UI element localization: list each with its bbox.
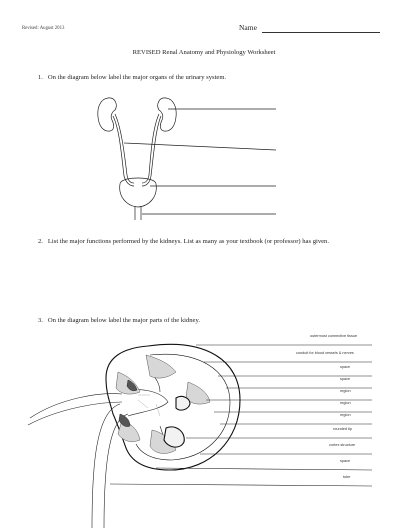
label-line-2 (124, 143, 276, 150)
renal-pyramid-4 (118, 420, 140, 442)
kidney-label-cortex-structure: cortex structure (329, 443, 356, 447)
question-1-number: 1. (38, 74, 43, 81)
urethra (135, 206, 141, 220)
kidney-label-region-2: region (340, 401, 351, 405)
renal-capsule (106, 344, 240, 470)
renal-vessels (28, 394, 122, 425)
question-3 (38, 316, 200, 325)
ureter (92, 404, 128, 528)
kidney-label-lines (110, 345, 372, 486)
name-field-line[interactable] (262, 32, 380, 33)
renal-column-dark-2 (119, 414, 130, 427)
kidney-label-region-3: region (340, 413, 351, 417)
renal-pyramid-5 (150, 430, 176, 453)
major-calyx (150, 372, 166, 444)
kidney-label-outermost-connective-tissue: outermost connective tissue (310, 334, 358, 338)
revision-date: Revised: August 2013 (22, 26, 65, 31)
question-2-number: 2. (38, 238, 43, 245)
right-ureter (142, 116, 161, 186)
minor-calyx-1 (176, 396, 190, 410)
renal-column-dark-1 (127, 380, 137, 391)
question-3-number: 3. (38, 317, 43, 324)
kidney-label-space-1: space (340, 365, 351, 369)
left-kidney (98, 98, 117, 131)
kidney-diagram (106, 344, 240, 470)
renal-cortex-boundary (136, 354, 230, 460)
worksheet-title: REVISED Renal Anatomy and Physiology Worksheet (132, 49, 276, 56)
question-2 (38, 237, 368, 246)
left-ureter (113, 116, 134, 186)
kidney-label-tube: tube (343, 475, 351, 479)
question-3-text: On the diagram below label the major parts of the kidney. (47, 317, 201, 324)
question-1 (38, 73, 226, 82)
right-kidney (158, 98, 177, 131)
question-1-text: On the diagram below label the major organs of the urinary system. (47, 74, 227, 81)
renal-pelvis (122, 390, 168, 416)
renal-pyramid-1 (146, 355, 176, 378)
name-label: Name (239, 23, 257, 32)
renal-pyramid-2 (116, 372, 140, 394)
minor-calyx-2 (164, 427, 184, 447)
kidney-label-space-2: space (340, 377, 351, 381)
kidney-label-region-1: region (340, 389, 351, 393)
renal-pyramid-3 (186, 382, 210, 404)
question-2-text: List the major functions performed by the kidneys. List as many as your textbook (or professor) has given. (47, 238, 329, 245)
urinary-bladder (120, 178, 157, 207)
kidney-label-rounded-tip: rounded tip (333, 427, 352, 431)
kidney-label-conduit: conduit for blood vessels & nerves (296, 351, 354, 355)
kidney-label-space-3: space (340, 459, 351, 463)
